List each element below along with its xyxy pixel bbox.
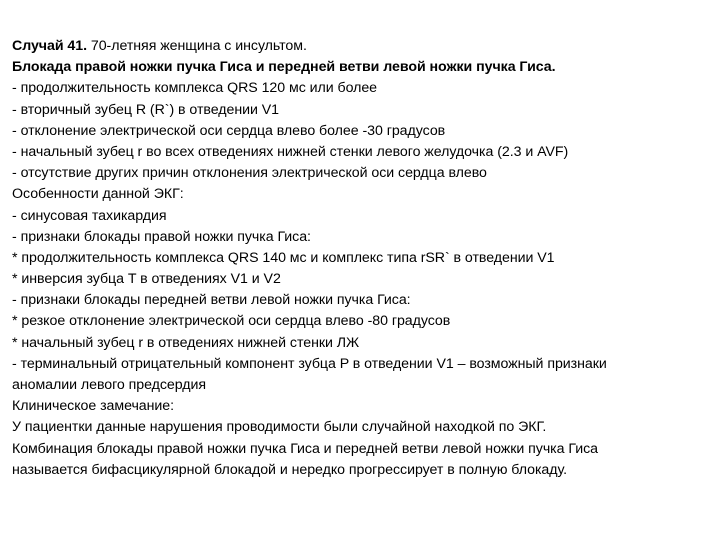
case-description: 70-летняя женщина с инсультом. (86, 38, 307, 54)
clinical-note-line-3: называется бифасцикулярной блокадой и нередко прогрессирует в полную блокаду. (12, 461, 568, 478)
clinical-note-heading: Клиническое замечание: (12, 398, 175, 415)
feature-p-wave: - терминальный отрицательный компонент зубца P в отведении V1 – возможный признаки (12, 355, 607, 372)
feature-lafb-initial-r: * начальный зубец r в отведениях нижней стенки ЛЖ (12, 334, 360, 351)
criteria-no-other-causes: - отсутствие других причин отклонения электрической оси сердца влево (12, 165, 487, 182)
criteria-qrs-duration: - продолжительность комплекса QRS 120 мс или более (12, 80, 378, 97)
criteria-initial-r: - начальный зубец r во всех отведениях нижней стенки левого желудочка (2.3 и AVF) (12, 143, 569, 160)
feature-lafb-heading: - признаки блокады передней ветви левой ножки пучка Гиса: (12, 292, 411, 309)
case-label: Случай 41. (12, 38, 87, 54)
feature-rbbb-heading: - признаки блокады правой ножки пучка Гиса: (12, 228, 311, 245)
criteria-axis-deviation: - отклонение электрической оси сердца влево более -30 градусов (12, 122, 446, 139)
feature-p-wave-continued: аномалии левого предсердия (12, 377, 207, 393)
feature-lafb-axis: * резкое отклонение электрической оси сердца влево -80 градусов (12, 313, 451, 330)
feature-rbbb-t-inversion: * инверсия зубца T в отведениях V1 и V2 (12, 271, 281, 288)
criteria-secondary-r: - вторичный зубец R (R`) в отведении V1 (12, 101, 280, 118)
ecg-features-heading: Особенности данной ЭКГ: (12, 186, 184, 203)
clinical-note-line-2: Комбинация блокады правой ножки пучка Гиса и передней ветви левой ножки пучка Гиса (12, 440, 598, 457)
case-heading (12, 36, 716, 57)
feature-rbbb-qrs: * продолжительность комплекса QRS 140 мс и комплекс типа rSR` в отведении V1 (12, 249, 555, 266)
diagnosis-title: Блокада правой ножки пучка Гиса и передней ветви левой ножки пучка Гиса. (12, 59, 556, 76)
slide-text-block (12, 36, 716, 481)
clinical-note-line-1: У пациентки данные нарушения проводимости были случайной находкой по ЭКГ. (12, 419, 547, 436)
feature-sinus-tachycardia: - синусовая тахикардия (12, 207, 167, 224)
